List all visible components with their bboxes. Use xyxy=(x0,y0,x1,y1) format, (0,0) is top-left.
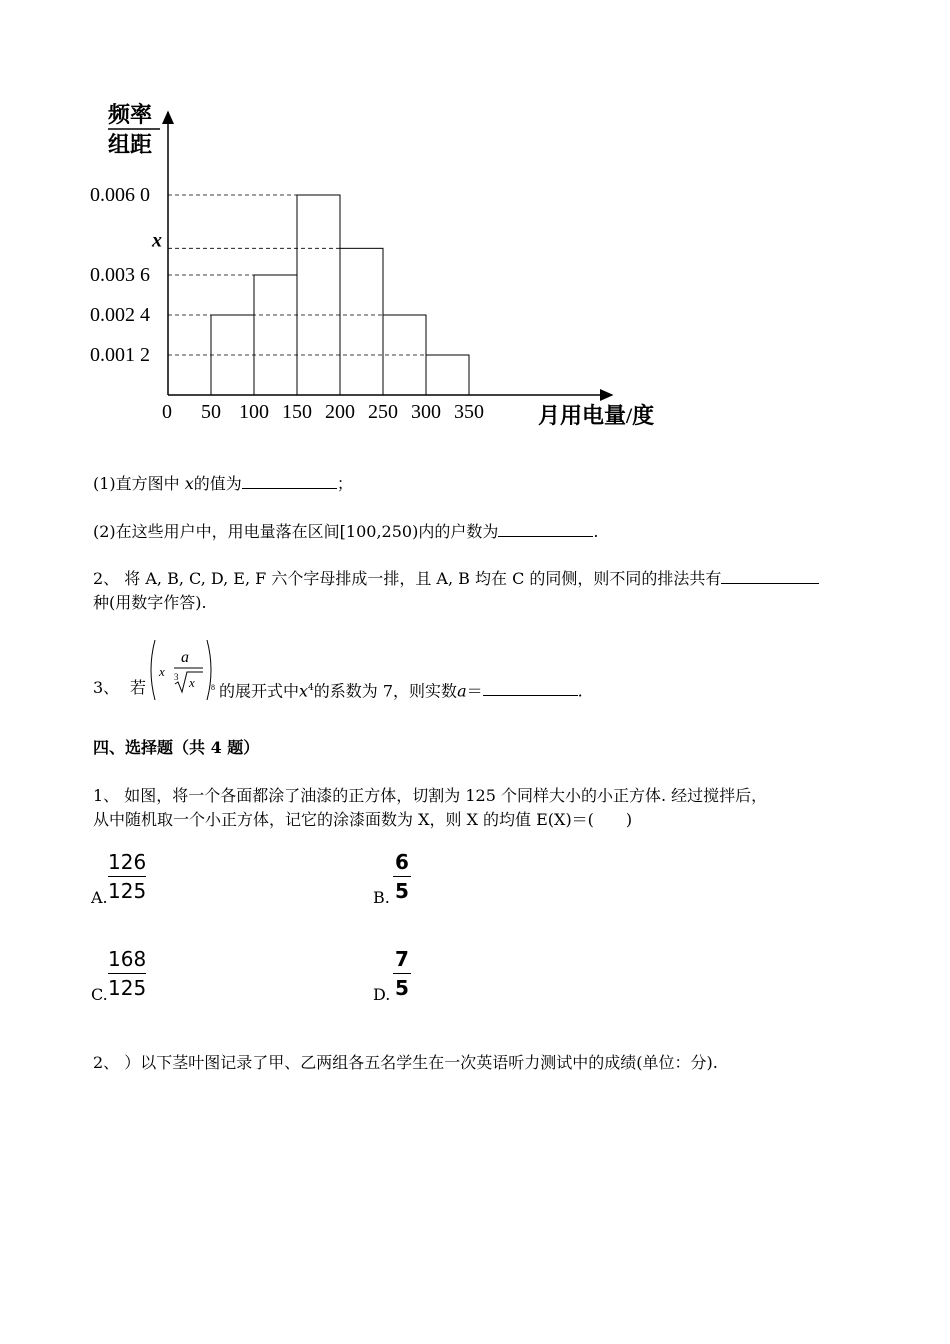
x-tick-label: 0 xyxy=(162,401,172,423)
option-a[interactable]: A. xyxy=(91,888,108,907)
q2-text: 将 A, B, C, D, E, F 六个字母排成一排，且 A, B 均在 C 的同侧，则不同的排法共有 xyxy=(124,569,722,588)
histogram-bar xyxy=(254,275,297,395)
answer-blank[interactable] xyxy=(483,679,578,696)
option-a-fraction: 126 125 xyxy=(108,850,147,903)
q1-part1-end: ； xyxy=(336,474,353,493)
y-tick-label: 0.002 4 xyxy=(90,304,150,326)
y-axis-label-bottom: 组距 xyxy=(108,132,153,157)
question-3-text: 的展开式中$x^4$的系数为 7，则实数a＝ . xyxy=(219,681,583,701)
y-tick-label: x xyxy=(152,229,162,252)
option-d-fraction: 7 5 xyxy=(393,947,411,1000)
expr-power: 8 xyxy=(211,683,215,692)
question-1-part-2 xyxy=(93,520,598,543)
x-tick-label: 50 xyxy=(201,401,221,423)
option-c-fraction: 168 125 xyxy=(108,947,147,1000)
binomial-expression xyxy=(145,634,225,706)
q2-number: 2、 xyxy=(93,569,120,588)
y-axis-label-top: 频率 xyxy=(108,102,153,127)
x-tick-label: 200 xyxy=(325,401,355,423)
mc-question-1-line-2: 从中随机取一个小正方体，记它的涂漆面数为 X，则 X 的均值 E(X)＝( ) xyxy=(93,810,633,829)
expr-a: a xyxy=(181,649,189,666)
q1-part1-var: x xyxy=(184,474,194,493)
root-var: x xyxy=(189,675,195,690)
expr-x: x xyxy=(159,664,165,679)
answer-blank[interactable] xyxy=(242,472,337,489)
question-2-line-1 xyxy=(93,567,819,590)
x-tick-label: 300 xyxy=(411,401,441,423)
option-b[interactable]: B. xyxy=(373,888,390,907)
mc-question-2: 2、 ）以下茎叶图记录了甲、乙两组各五名学生在一次英语听力测试中的成绩(单位：分). xyxy=(93,1053,718,1072)
answer-blank[interactable] xyxy=(498,520,593,537)
y-tick-label: 0.006 0 xyxy=(90,184,150,206)
histogram-bar xyxy=(340,248,383,395)
x-tick-label: 150 xyxy=(282,401,312,423)
question-3-number: 3、 xyxy=(93,678,120,697)
option-b-fraction: 6 5 xyxy=(393,850,411,903)
option-c[interactable]: C. xyxy=(91,985,108,1004)
question-3-ruo: 若 xyxy=(130,678,147,697)
x-tick-label: 100 xyxy=(239,401,269,423)
histogram-bar xyxy=(426,355,469,395)
mc-question-1-line-1: 1、 如图，将一个各面都涂了油漆的正方体，切割为 125 个同样大小的小正方体. 经过搅拌后， xyxy=(93,786,768,805)
q1-part2-text: (2)在这些用户中，用电量落在区间[100,250)内的户数为 xyxy=(93,522,499,541)
q1-part2-end: . xyxy=(593,522,599,541)
root-index: 3 xyxy=(174,672,179,682)
option-d[interactable]: D. xyxy=(373,985,391,1004)
section-title: 四、选择题（共 4 题） xyxy=(93,738,260,757)
x-axis-label: 月用电量/度 xyxy=(538,403,655,428)
histogram-bar xyxy=(297,195,340,395)
question-2-line-2 xyxy=(93,592,207,614)
x-tick-label: 250 xyxy=(368,401,398,423)
q1-part1-suffix: 的值为 xyxy=(193,474,242,493)
histogram-chart xyxy=(0,0,950,450)
histogram-bar xyxy=(383,315,426,395)
q2-text-line2: 种(用数字作答). xyxy=(93,593,207,612)
y-tick-label: 0.003 6 xyxy=(90,264,150,286)
q1-part1-prefix: (1)直方图中 xyxy=(93,474,180,493)
question-1-part-1 xyxy=(93,472,353,495)
x-tick-label: 350 xyxy=(454,401,484,423)
y-tick-label: 0.001 2 xyxy=(90,344,150,366)
answer-blank[interactable] xyxy=(721,567,819,584)
